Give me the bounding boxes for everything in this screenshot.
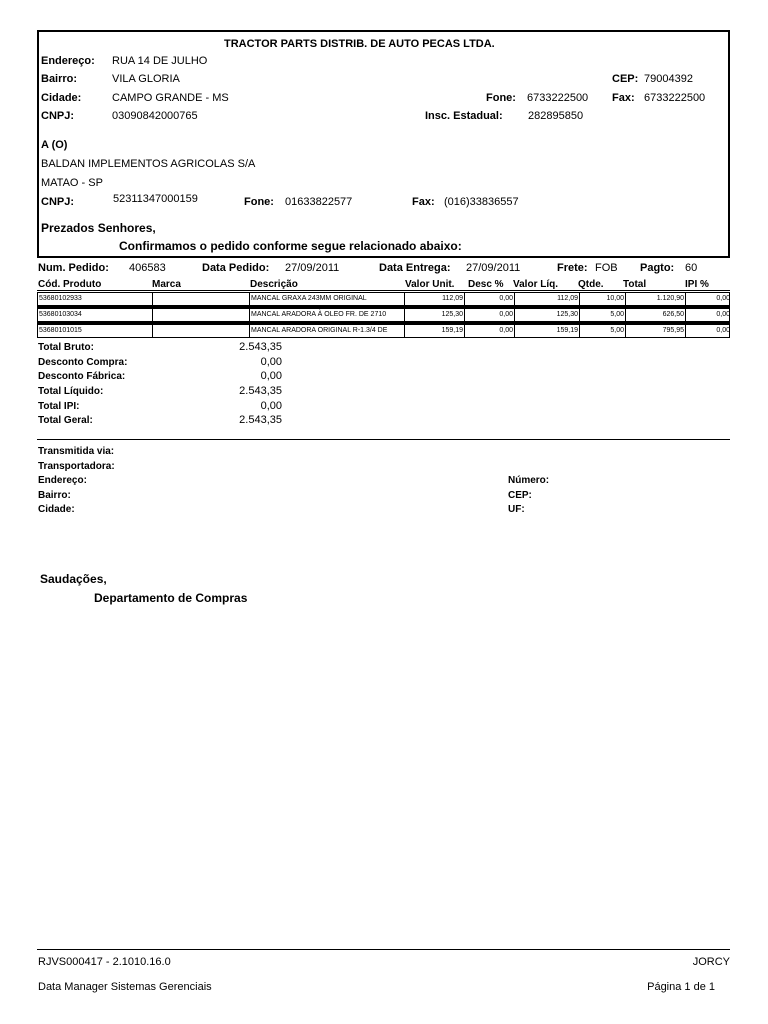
fax-value: 6733222500	[644, 92, 706, 104]
cell-valor-liq: 125,30	[515, 309, 580, 321]
total-liquido-value: 2.543,35	[239, 385, 282, 397]
cell-valor-liq: 112,09	[515, 293, 580, 305]
cell-qtde: 5,00	[580, 309, 626, 321]
footer-page: Página 1 de 1	[647, 981, 715, 993]
cell-ipi: 0,00	[716, 311, 730, 318]
transport-endereco-label: Endereço:	[38, 475, 87, 486]
data-pedido-value: 27/09/2011	[285, 262, 340, 274]
departamento: Departamento de Compras	[94, 591, 248, 605]
desconto-fabrica-label: Desconto Fábrica:	[38, 371, 126, 382]
order-num-label: Num. Pedido:	[38, 262, 109, 274]
cell-total: 1.120,90	[626, 293, 686, 305]
data-entrega-label: Data Entrega:	[379, 262, 451, 274]
total-liquido-label: Total Líquido:	[38, 386, 104, 397]
col-header-qtde: Qtde.	[578, 279, 604, 290]
cell-ipi: 0,00	[716, 295, 730, 302]
company-name: TRACTOR PARTS DISTRIB. DE AUTO PECAS LTDA.	[224, 38, 495, 50]
col-header-valor-liq: Valor Líq.	[513, 279, 559, 290]
total-bruto-value: 2.543,35	[239, 341, 282, 353]
col-header-marca: Marca	[152, 279, 181, 290]
cidade-value: CAMPO GRANDE - MS	[112, 92, 229, 104]
recipient-fone-value: 01633822577	[285, 196, 353, 208]
desconto-compra-label: Desconto Compra:	[38, 357, 128, 368]
desconto-compra-value: 0,00	[260, 356, 282, 368]
cell-ipi: 0,00	[716, 327, 730, 334]
fone-value: 6733222500	[527, 92, 589, 104]
footer-divider	[37, 949, 730, 950]
table-row	[37, 308, 730, 322]
cell-desc: 0,00	[465, 309, 515, 321]
cell-total: 795,95	[626, 325, 686, 337]
recipient-cnpj-value: 52311347000159	[113, 193, 198, 205]
cell-total: 626,50	[626, 309, 686, 321]
transport-cep-label: CEP:	[508, 490, 532, 501]
desconto-fabrica-value: 0,00	[260, 370, 282, 382]
col-header-cod: Cód. Produto	[38, 279, 102, 290]
recipient-fax-label: Fax:	[412, 196, 435, 208]
insc-value: 282895850	[528, 110, 584, 122]
recipient-city: MATAO - SP	[41, 177, 103, 189]
frete-value: FOB	[595, 262, 618, 274]
data-pedido-label: Data Pedido:	[202, 262, 270, 274]
pagto-value: 60	[685, 262, 698, 274]
confirmation-message: Confirmamos o pedido conforme segue relacionado abaixo:	[119, 239, 462, 253]
table-row	[37, 292, 730, 306]
cell-qtde: 5,00	[580, 325, 626, 337]
footer-code: RJVS000417 - 2.1010.16.0	[38, 956, 171, 968]
cell-desc: 0,00	[465, 325, 515, 337]
pagto-label: Pagto:	[640, 262, 675, 274]
cell-marca	[153, 309, 250, 321]
footer-user: JORCY	[692, 956, 730, 968]
cell-descricao: MANCAL ARADORA ORIGINAL R-1.3/4 DE	[250, 325, 405, 337]
cep-value: 79004392	[644, 73, 693, 85]
total-geral-label: Total Geral:	[38, 415, 93, 426]
total-geral-value: 2.543,35	[239, 414, 282, 426]
cell-descricao: MANCAL GRAXA 243MM ORIGINAL	[250, 293, 405, 305]
saudacoes: Saudações,	[40, 572, 107, 586]
cell-marca	[153, 293, 250, 305]
header-divider	[37, 290, 730, 291]
cidade-label: Cidade:	[41, 92, 82, 104]
data-entrega-value: 27/09/2011	[466, 262, 521, 274]
col-header-total: Total	[623, 279, 647, 290]
col-header-descricao: Descrição	[250, 279, 298, 290]
bairro-label: Bairro:	[41, 73, 78, 85]
order-num-value: 406583	[129, 262, 166, 274]
cell-cod: 53680102933	[38, 293, 153, 305]
bairro-value: VILA GLORIA	[112, 73, 180, 85]
cell-desc: 0,00	[465, 293, 515, 305]
recipient-fax-value: (016)33836557	[444, 196, 519, 208]
total-ipi-value: 0,00	[260, 400, 282, 412]
salutation: Prezados Senhores,	[41, 221, 156, 235]
table-row	[37, 324, 730, 338]
cell-qtde: 10,00	[580, 293, 626, 305]
total-bruto-label: Total Bruto:	[38, 342, 94, 353]
transmitida-via-label: Transmitida via:	[38, 446, 115, 457]
cell-cod: 53680103034	[38, 309, 153, 321]
insc-label: Insc. Estadual:	[425, 110, 503, 122]
col-header-desc: Desc %	[468, 279, 504, 290]
transport-numero-label: Número:	[508, 475, 550, 486]
transportadora-label: Transportadora:	[38, 461, 115, 472]
cell-valor-unit: 112,09	[405, 293, 465, 305]
cell-valor-unit: 125,30	[405, 309, 465, 321]
transport-cidade-label: Cidade:	[38, 504, 75, 515]
cell-descricao: MANCAL ARADORA À OLEO FR. DE 2710	[250, 309, 405, 321]
cnpj-label: CNPJ:	[41, 110, 75, 122]
recipient-to-label: A (O)	[41, 139, 68, 151]
endereco-label: Endereço:	[41, 55, 95, 67]
cell-cod: 53680101015	[38, 325, 153, 337]
recipient-name: BALDAN IMPLEMENTOS AGRICOLAS S/A	[41, 158, 256, 170]
fone-label: Fone:	[486, 92, 516, 104]
endereco-value: RUA 14 DE JULHO	[112, 55, 208, 67]
recipient-cnpj-label: CNPJ:	[41, 196, 75, 208]
transport-uf-label: UF:	[508, 504, 525, 515]
footer-system: Data Manager Sistemas Gerenciais	[38, 981, 212, 993]
cell-valor-liq: 159,19	[515, 325, 580, 337]
frete-label: Frete:	[557, 262, 588, 274]
total-ipi-label: Total IPI:	[38, 401, 80, 412]
cnpj-value: 03090842000765	[112, 110, 198, 122]
cep-label: CEP:	[612, 73, 639, 85]
recipient-fone-label: Fone:	[244, 196, 274, 208]
totals-divider	[37, 439, 730, 440]
cell-marca	[153, 325, 250, 337]
col-header-ipi: IPI %	[685, 279, 709, 290]
transport-bairro-label: Bairro:	[38, 490, 71, 501]
col-header-valor-unit: Valor Unit.	[405, 279, 455, 290]
fax-label: Fax:	[612, 92, 635, 104]
cell-valor-unit: 159,19	[405, 325, 465, 337]
